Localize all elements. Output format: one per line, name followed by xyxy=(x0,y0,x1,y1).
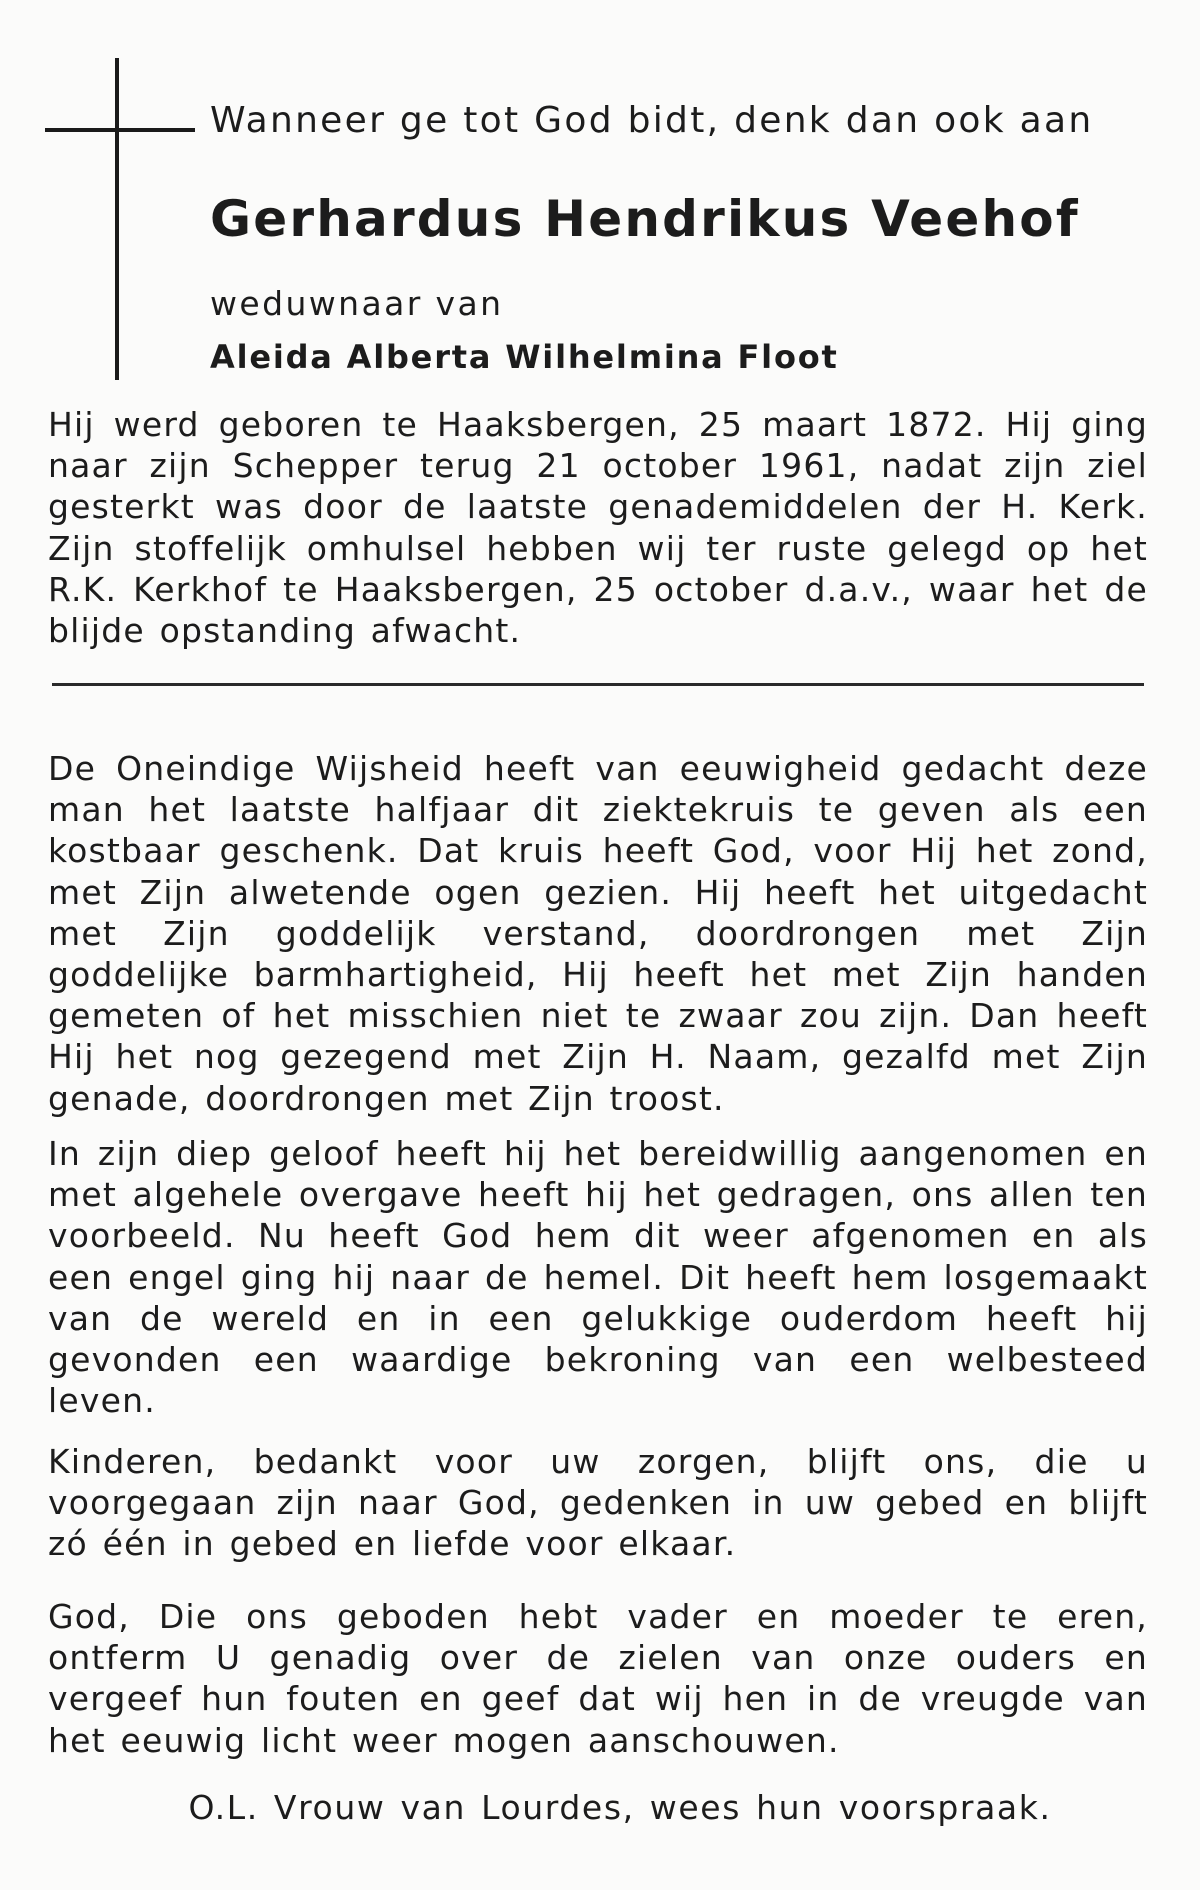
reflection-paragraph: De Oneindige Wijsheid heeft van eeuwigheid gedacht deze man het laatste halfjaar dit ziektekruis te geven als een kostbaar geschenk. Dat kruis heeft God, voor Hij het zond, met Zijn alwetende ogen gezien. Hij heeft het uitgedacht met Zijn goddelijk verstand, doordrongen met Zijn goddelijke barmhartigheid, Hij heeft het met Zijn handen gemeten of het misschien niet te zwaar zou zijn. Dan heeft Hij het nog gezegend met Zijn H. Naam, gezalfd met Zijn genade, doordrongen met Zijn troost. xyxy=(48,749,1148,1118)
children-paragraph: Kinderen, bedankt voor uw zorgen, blijft ons, die u voorgegaan zijn naar God, gedenken in uw gebed en blijft zó één in gebed en liefde voor elkaar. xyxy=(48,1442,1148,1564)
biography-paragraph: Hij werd geboren te Haaksbergen, 25 maart 1872. Hij ging naar zijn Schepper terug 21 october 1961, nadat zijn ziel gesterkt was door de laatste genademiddelen der H. Kerk. Zijn stoffelijk omhulsel hebben wij ter ruste gelegd op het R.K. Kerkhof te Haaksbergen, 25 october d.a.v., waar het de blijde opstanding afwacht. xyxy=(48,405,1148,651)
widower-label: weduwnaar van xyxy=(210,284,504,323)
intro-line: Wanneer ge tot God bidt, denk dan ook aan xyxy=(210,100,1094,141)
spouse-name: Aleida Alberta Wilhelmina Floot xyxy=(210,338,839,376)
cross-icon-crossbar xyxy=(45,128,195,132)
prayer-paragraph: God, Die ons geboden hebt vader en moeder te eren, ontferm U genadig over de zielen van onze ouders en vergeef hun fouten en geef dat wij hen in de vreugde van het eeuwig licht weer mogen aanschouwen. xyxy=(48,1597,1148,1760)
closing-invocation: O.L. Vrouw van Lourdes, wees hun voorspraak. xyxy=(188,1788,1052,1827)
deceased-name: Gerhardus Hendrikus Veehof xyxy=(210,190,1080,248)
faith-paragraph: In zijn diep geloof heeft hij het bereidwillig aangenomen en met algehele overgave heeft hij het gedragen, ons allen ten voorbeeld. Nu heeft God hem dit weer afgenomen en als een engel ging hij naar de hemel. Dit heeft hem losgemaakt van de wereld en in een gelukkige ouderdom heeft hij gevonden een waardige bekroning van een welbesteed leven. xyxy=(48,1134,1148,1421)
divider-line xyxy=(52,683,1144,686)
cross-icon xyxy=(115,58,119,380)
